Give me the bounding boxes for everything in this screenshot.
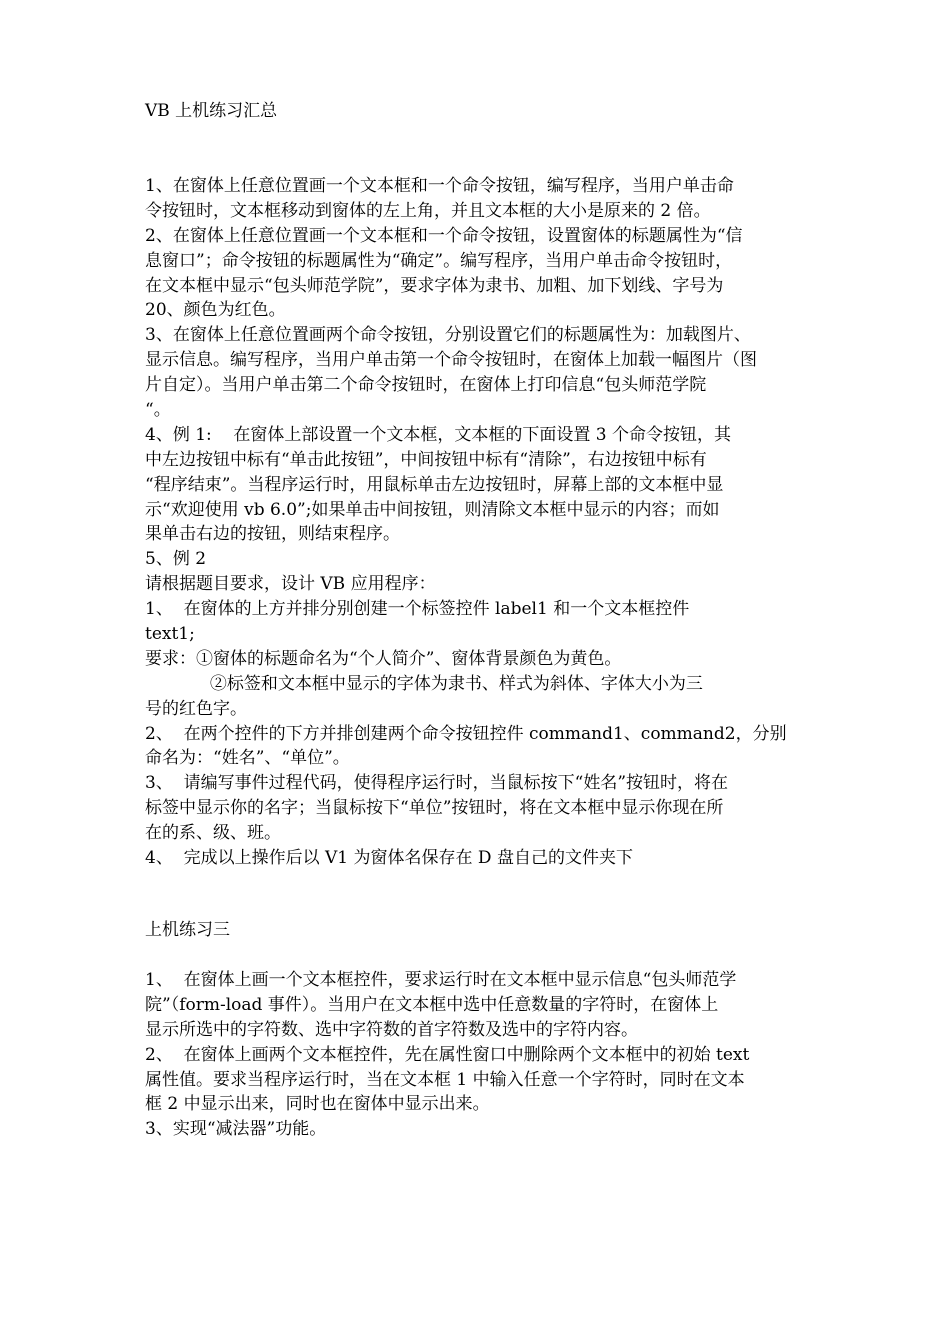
text-line: 请根据题目要求，设计 VB 应用程序： <box>145 574 436 595</box>
document-title: VB 上机练习汇总 <box>145 101 278 121</box>
text-line: 2、 在两个控件的下方并排创建两个命令按钮控件 command1、command2，分别 <box>145 723 787 744</box>
text-line: 要求：①窗体的标题命名为“个人简介”、窗体背景颜色为黄色。 <box>145 648 622 669</box>
text-line: “程序结束”。当程序运行时，用鼠标单击左边按钮时，屏幕上部的文本框中显 <box>145 474 724 495</box>
text-line: 20、颜色为红色。 <box>145 300 286 321</box>
text-line: 3、在窗体上任意位置画两个命令按钮，分别设置它们的标题属性为：加载图片、 <box>145 325 751 346</box>
text-line: 在的系、级、班。 <box>145 823 281 844</box>
text-line: 在文本框中显示“包头师范学院”，要求字体为隶书、加粗、加下划线、字号为 <box>145 275 724 296</box>
text-line: 令按钮时，文本框移动到窗体的左上角，并且文本框的大小是原来的 2 倍。 <box>145 200 711 221</box>
text-line: 1、 在窗体上画一个文本框控件，要求运行时在文本框中显示信息“包头师范学 <box>145 970 737 990</box>
text-line: 1、 在窗体的上方并排分别创建一个标签控件 label1 和一个文本框控件 <box>145 599 690 620</box>
text-line: 显示所选中的字符数、选中字符数的首字符数及选中的字符内容。 <box>145 1019 638 1040</box>
text-line: 2、在窗体上任意位置画一个文本框和一个命令按钮，设置窗体的标题属性为“信 <box>145 225 743 246</box>
text-line: 片自定）。当用户单击第二个命令按钮时，在窗体上打印信息“包头师范学院 <box>145 375 707 396</box>
text-line: 框 2 中显示出来，同时也在窗体中显示出来。 <box>145 1094 490 1115</box>
text-line: 示“欢迎使用 vb 6.0”;如果单击中间按钮，则清除文本框中显示的内容；而如 <box>145 499 720 520</box>
text-line: 1、在窗体上任意位置画一个文本框和一个命令按钮，编写程序，当用户单击命 <box>145 176 734 196</box>
text-line: 命名为：“姓名”、“单位”。 <box>145 748 350 769</box>
section1-body <box>145 174 820 871</box>
text-line: 2、 在窗体上画两个文本框控件，先在属性窗口中删除两个文本框中的初始 text <box>145 1044 750 1065</box>
text-line: 5、例 2 <box>145 549 207 570</box>
text-line: 号的红色字。 <box>145 698 247 719</box>
text-line: 果单击右边的按钮，则结束程序。 <box>145 524 400 545</box>
text-line: 3、 请编写事件过程代码，使得程序运行时，当鼠标按下“姓名”按钮时，将在 <box>145 773 729 794</box>
text-line: 息窗口”；命令按钮的标题属性为“确定”。编写程序，当用户单击命令按钮时， <box>145 250 733 271</box>
text-line: 显示信息。编写程序，当用户单击第一个命令按钮时，在窗体上加载一幅图片（图 <box>145 350 757 371</box>
section2-title: 上机练习三 <box>145 920 230 940</box>
text-line: 院”（form-load 事件）。当用户在文本框中选中任意数量的字符时，在窗体上 <box>145 994 719 1015</box>
text-line: 4、例 1: 在窗体上部设置一个文本框，文本框的下面设置 3 个命令按钮，其 <box>145 424 732 445</box>
text-line: 属性值。要求当程序运行时，当在文本框 1 中输入任意一个字符时，同时在文本 <box>145 1069 745 1090</box>
text-line: 4、 完成以上操作后以 V1 为窗体名保存在 D 盘自己的文件夹下 <box>145 848 633 869</box>
text-line: text1; <box>145 624 195 645</box>
text-line: “。 <box>145 400 171 421</box>
text-line: ②标签和文本框中显示的字体为隶书、样式为斜体、字体大小为三 <box>145 673 703 694</box>
text-line: 中左边按钮中标有“单击此按钮”，中间按钮中标有“清除”，右边按钮中标有 <box>145 449 707 470</box>
section2-body <box>145 968 820 1142</box>
text-line: 3、实现“减法器”功能。 <box>145 1119 327 1140</box>
text-line: 标签中显示你的名字；当鼠标按下“单位”按钮时，将在文本框中显示你现在所 <box>145 798 724 819</box>
